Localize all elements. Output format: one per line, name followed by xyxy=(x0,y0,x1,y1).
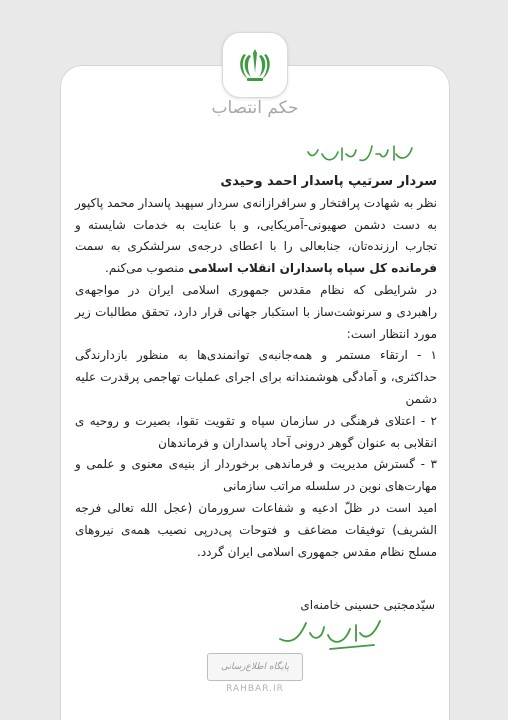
site-logo: پایگاه اطلاع‌رسانی xyxy=(207,653,303,681)
paragraph-appointment xyxy=(75,193,437,280)
appointment-position: فرمانده کل سپاه پاسداران انقلاب اسلامی xyxy=(188,261,437,276)
paragraph-appointment-end: منصوب می‌کنم. xyxy=(105,261,185,276)
closing-paragraph: امید است در ظلّ ادعیه و شفاعات سرورمان (عجل الله تعالی فرجه الشریف) توفیقات مضاعف و فتوحات پی‌درپی نصیب همه‌ی نیروهای مسلح نظام مقدس جمهوری اسلامی ایران گردد. xyxy=(75,500,437,559)
document-title: حکم انتصاب xyxy=(211,98,299,118)
iran-emblem-icon xyxy=(235,45,275,85)
letter-body xyxy=(75,171,437,563)
list-item: ۱ - ارتقاء مستمر و همه‌جانبه‌ی توانمندی‌ها به منظور بازدارندگی حداکثری، و آمادگی هوشمندانه برای اجرای عملیات تهاجمی پرقدرت علیه دشمن xyxy=(75,348,437,406)
site-url: RAHBAR.IR xyxy=(226,684,284,694)
emblem-badge xyxy=(222,32,288,98)
handwritten-signature-icon xyxy=(270,615,390,655)
addressee: سردار سرتیپ پاسدار احمد وحیدی xyxy=(220,174,437,189)
list-item: ۲ - اعتلای فرهنگی در سازمان سپاه و تقویت تقوا، بصیرت و روحیه ی انقلابی به عنوان گوهر درونی آحاد پاسداران و فرماندهان xyxy=(75,413,437,450)
paragraph-expectations: در شرایطی که نظام مقدس جمهوری اسلامی ایران در مواجهه‌ی راهبردی و سرنوشت‌ساز با استکبار جهانی قرار دارد، تحقق مطالبات زیر مورد انتظار است: xyxy=(75,282,437,341)
list-item: ۳ - گسترش مدیریت و فرماندهی برخوردار از بنیه‌ی معنوی و علمی و مهارت‌های نوین در سلسله مراتب سازمانی xyxy=(75,457,437,494)
paragraph-appointment-text: نظر به شهادت پرافتخار و سرافرازانه‌ی سردار سپهبد پاسدار محمد پاکپور به دست دشمن صهیونی-آمریکایی، و با عنایت به خدمات شایسته و تجارب ارزنده‌تان، جنابعالی را با اعطای درجه‌ی سرلشکری به سمت xyxy=(75,195,437,254)
signer-name: سیّدمجتبی حسینی خامنه‌ای xyxy=(300,598,435,612)
basmala-calligraphy xyxy=(300,140,420,170)
